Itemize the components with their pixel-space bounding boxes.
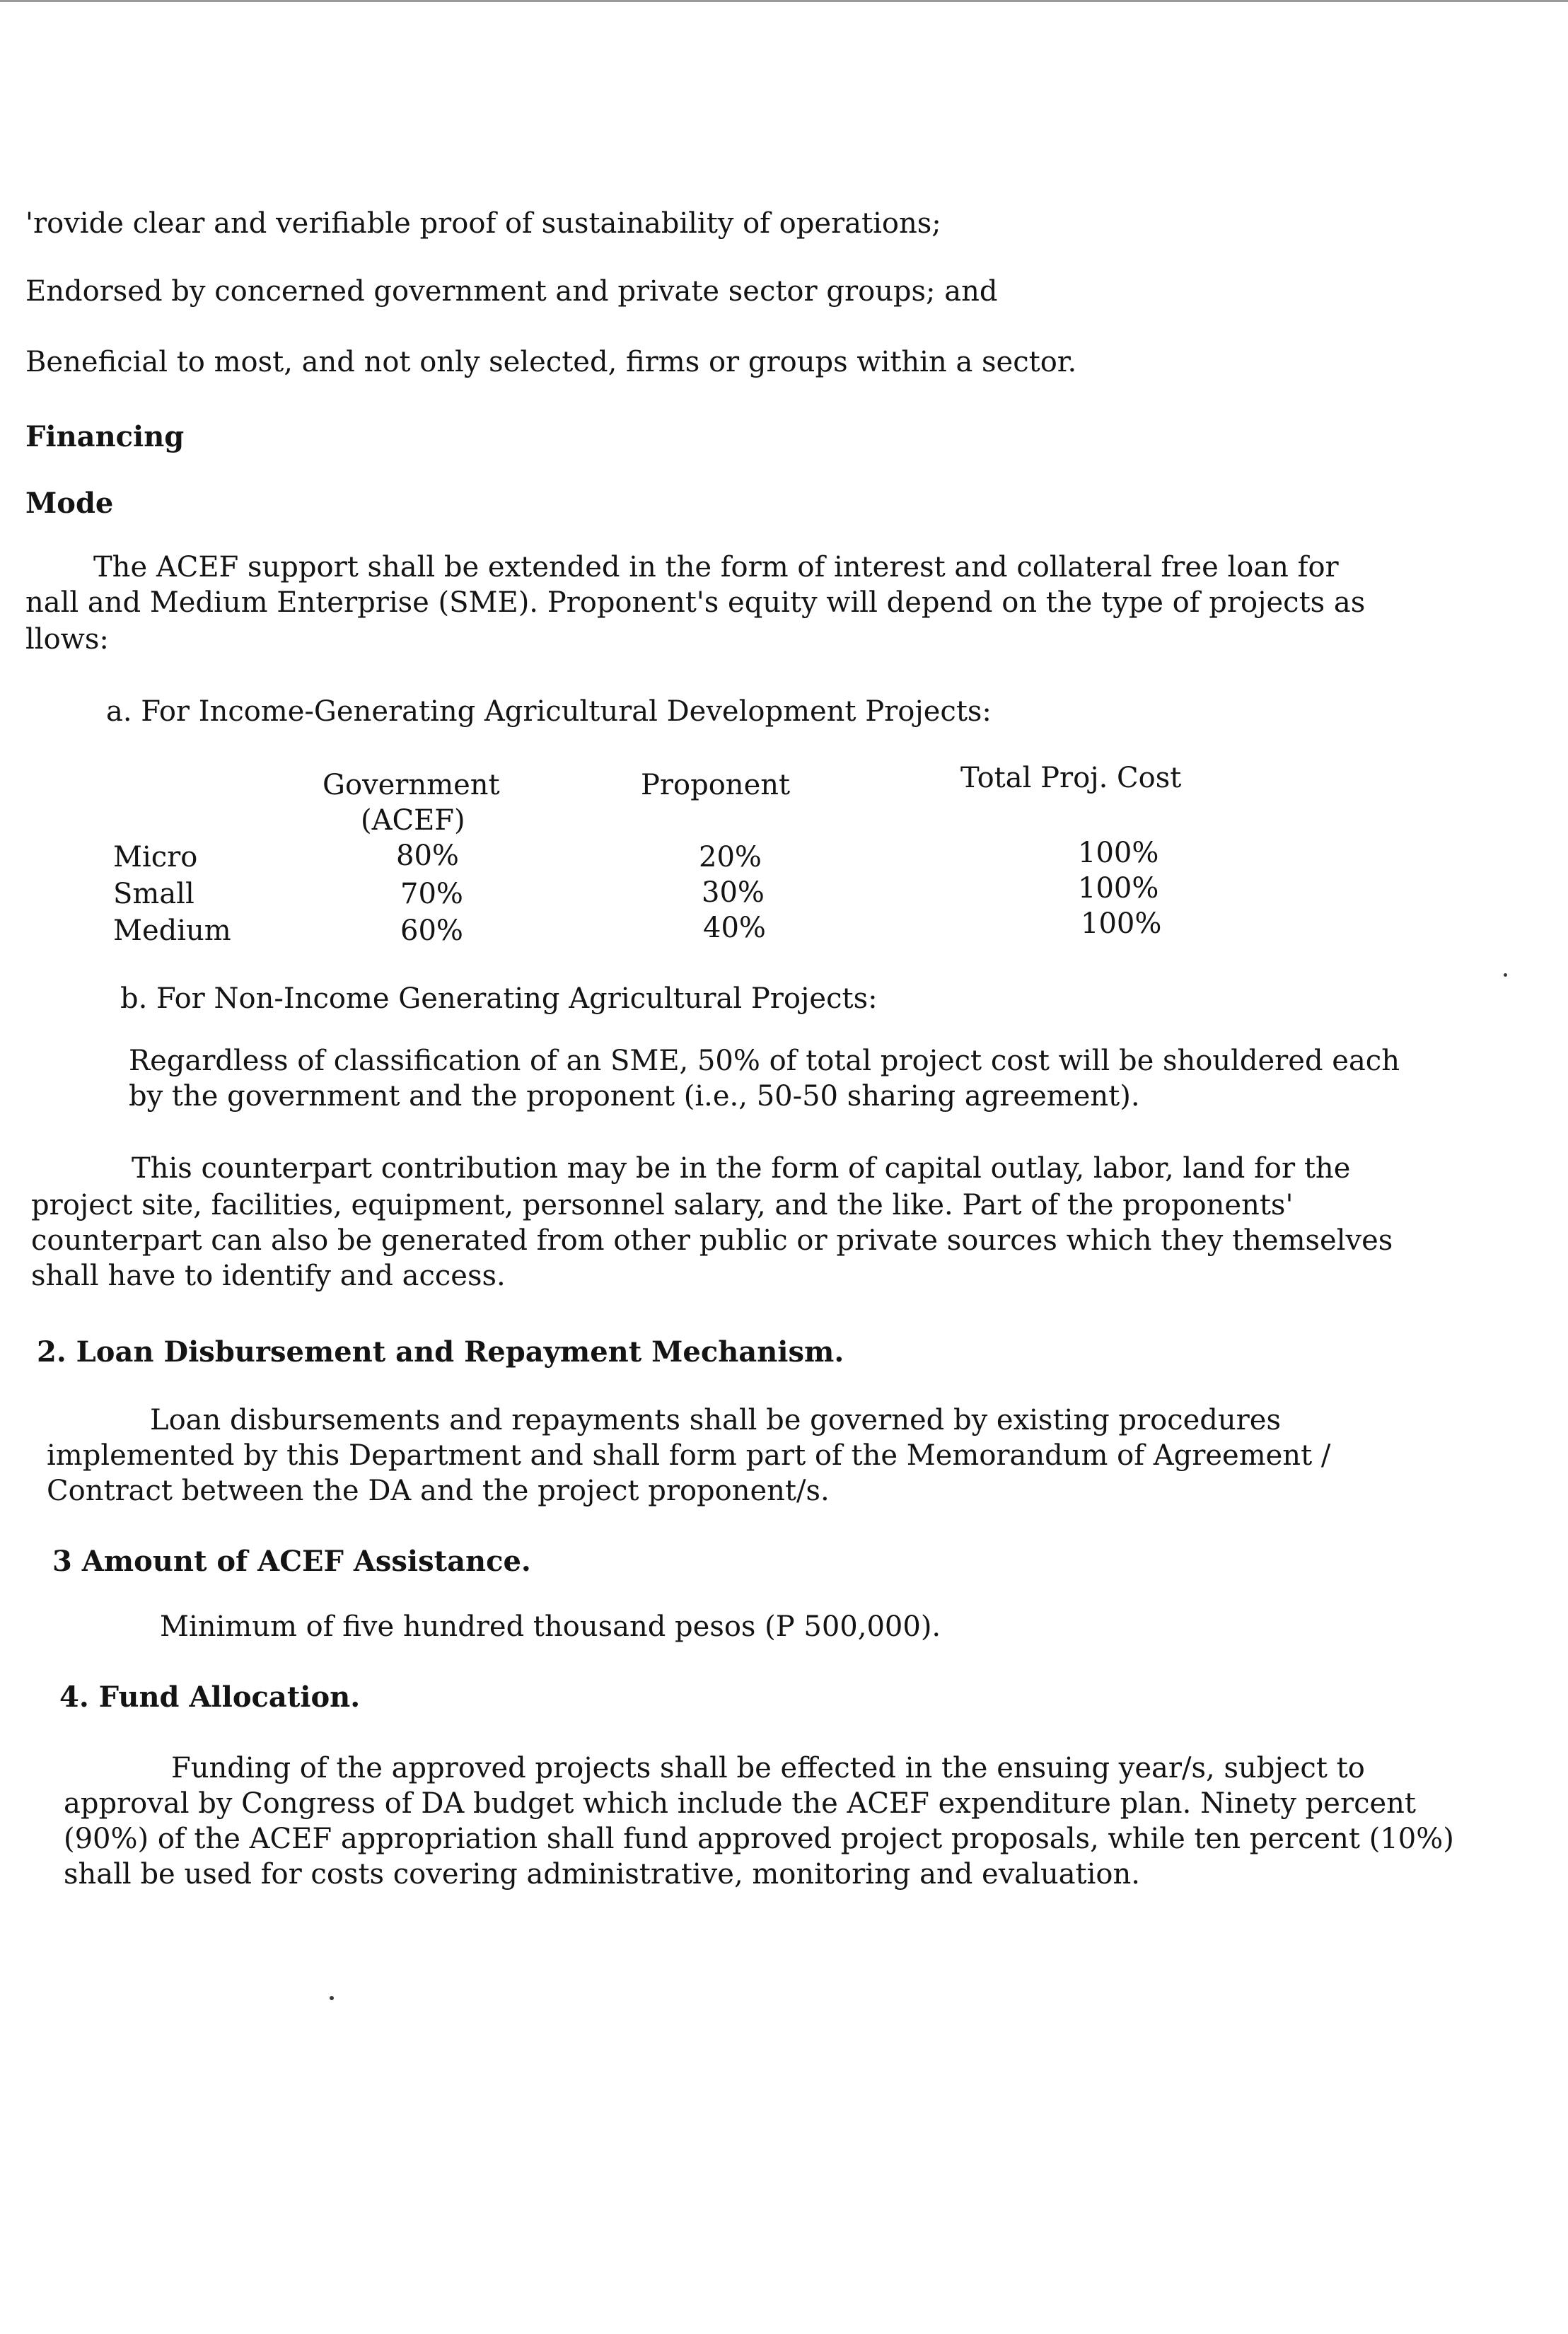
counterpart-line4: shall have to identify and access. (31, 1260, 506, 1292)
subsection-b-text-line2: by the government and the proponent (i.e., 50-50 sharing agreement). (129, 1080, 1140, 1113)
financing-intro-line3: llows: (25, 623, 109, 656)
section4-line1: Funding of the approved projects shall be effected in the ensuing year/s, subject to (171, 1752, 1365, 1784)
cell-small-total: 100% (1078, 872, 1159, 905)
financing-intro-line1: The ACEF support shall be extended in the form of interest and collateral free loan for (93, 551, 1339, 584)
cell-micro-total: 100% (1078, 837, 1159, 869)
cell-small-proponent: 30% (702, 876, 765, 909)
section3-heading: 3 Amount of ACEF Assistance. (52, 1545, 531, 1578)
counterpart-line1: This counterpart contribution may be in the form of capital outlay, labor, land for the (132, 1152, 1351, 1185)
col-header-proponent: Proponent (641, 769, 791, 801)
col-header-acef: (ACEF) (361, 804, 465, 837)
cell-medium-proponent: 40% (703, 912, 766, 944)
financing-heading-line2: Mode (25, 487, 114, 520)
counterpart-line3: counterpart can also be generated from other public or private sources which they themselves (31, 1224, 1393, 1257)
section4-line2: approval by Congress of DA budget which include the ACEF expenditure plan. Ninety percent (64, 1787, 1416, 1820)
cell-medium-government: 60% (400, 915, 463, 947)
scan-top-edge (0, 0, 1568, 2)
cell-small-government: 70% (400, 878, 463, 910)
cell-medium-total: 100% (1081, 907, 1162, 940)
criteria-item-endorsement: Endorsed by concerned government and private sector groups; and (25, 275, 998, 308)
section4-line3: (90%) of the ACEF appropriation shall fund approved project proposals, while ten percent (10%) (64, 1823, 1454, 1855)
subsection-b-text-line1: Regardless of classification of an SME, 50% of total project cost will be shouldered each (129, 1045, 1400, 1077)
section2-heading: 2. Loan Disbursement and Repayment Mechanism. (37, 1335, 844, 1369)
row-label-micro: Micro (113, 841, 198, 873)
section2-line3: Contract between the DA and the project proponent/s. (47, 1475, 830, 1507)
row-label-small: Small (113, 878, 194, 910)
subsection-a-heading: a. For Income-Generating Agricultural Development Projects: (106, 695, 992, 728)
section4-heading: 4. Fund Allocation. (59, 1680, 361, 1714)
section4-line4: shall be used for costs covering administrative, monitoring and evaluation. (64, 1858, 1140, 1891)
scan-speck (330, 1996, 334, 2000)
counterpart-line2: project site, facilities, equipment, personnel salary, and the like. Part of the proponents' (31, 1189, 1294, 1221)
criteria-item-beneficial: Beneficial to most, and not only selected, firms or groups within a sector. (25, 346, 1077, 378)
col-header-total: Total Proj. Cost (960, 762, 1182, 794)
financing-intro-line2: nall and Medium Enterprise (SME). Proponent's equity will depend on the type of projects as (25, 586, 1366, 619)
section2-line1: Loan disbursements and repayments shall be governed by existing procedures (150, 1404, 1281, 1436)
scan-speck (1504, 973, 1507, 977)
subsection-b-heading: b. For Non-Income Generating Agricultural Projects: (120, 982, 878, 1015)
criteria-item-sustainability: 'rovide clear and verifiable proof of sustainability of operations; (25, 207, 941, 240)
col-header-government: Government (323, 769, 500, 801)
cell-micro-proponent: 20% (699, 841, 762, 873)
row-label-medium: Medium (113, 915, 231, 947)
section2-line2: implemented by this Department and shall form part of the Memorandum of Agreement / (47, 1439, 1331, 1472)
financing-heading-line1: Financing (25, 420, 185, 453)
cell-micro-government: 80% (396, 840, 459, 872)
section3-text: Minimum of five hundred thousand pesos (P 500,000). (160, 1610, 941, 1643)
